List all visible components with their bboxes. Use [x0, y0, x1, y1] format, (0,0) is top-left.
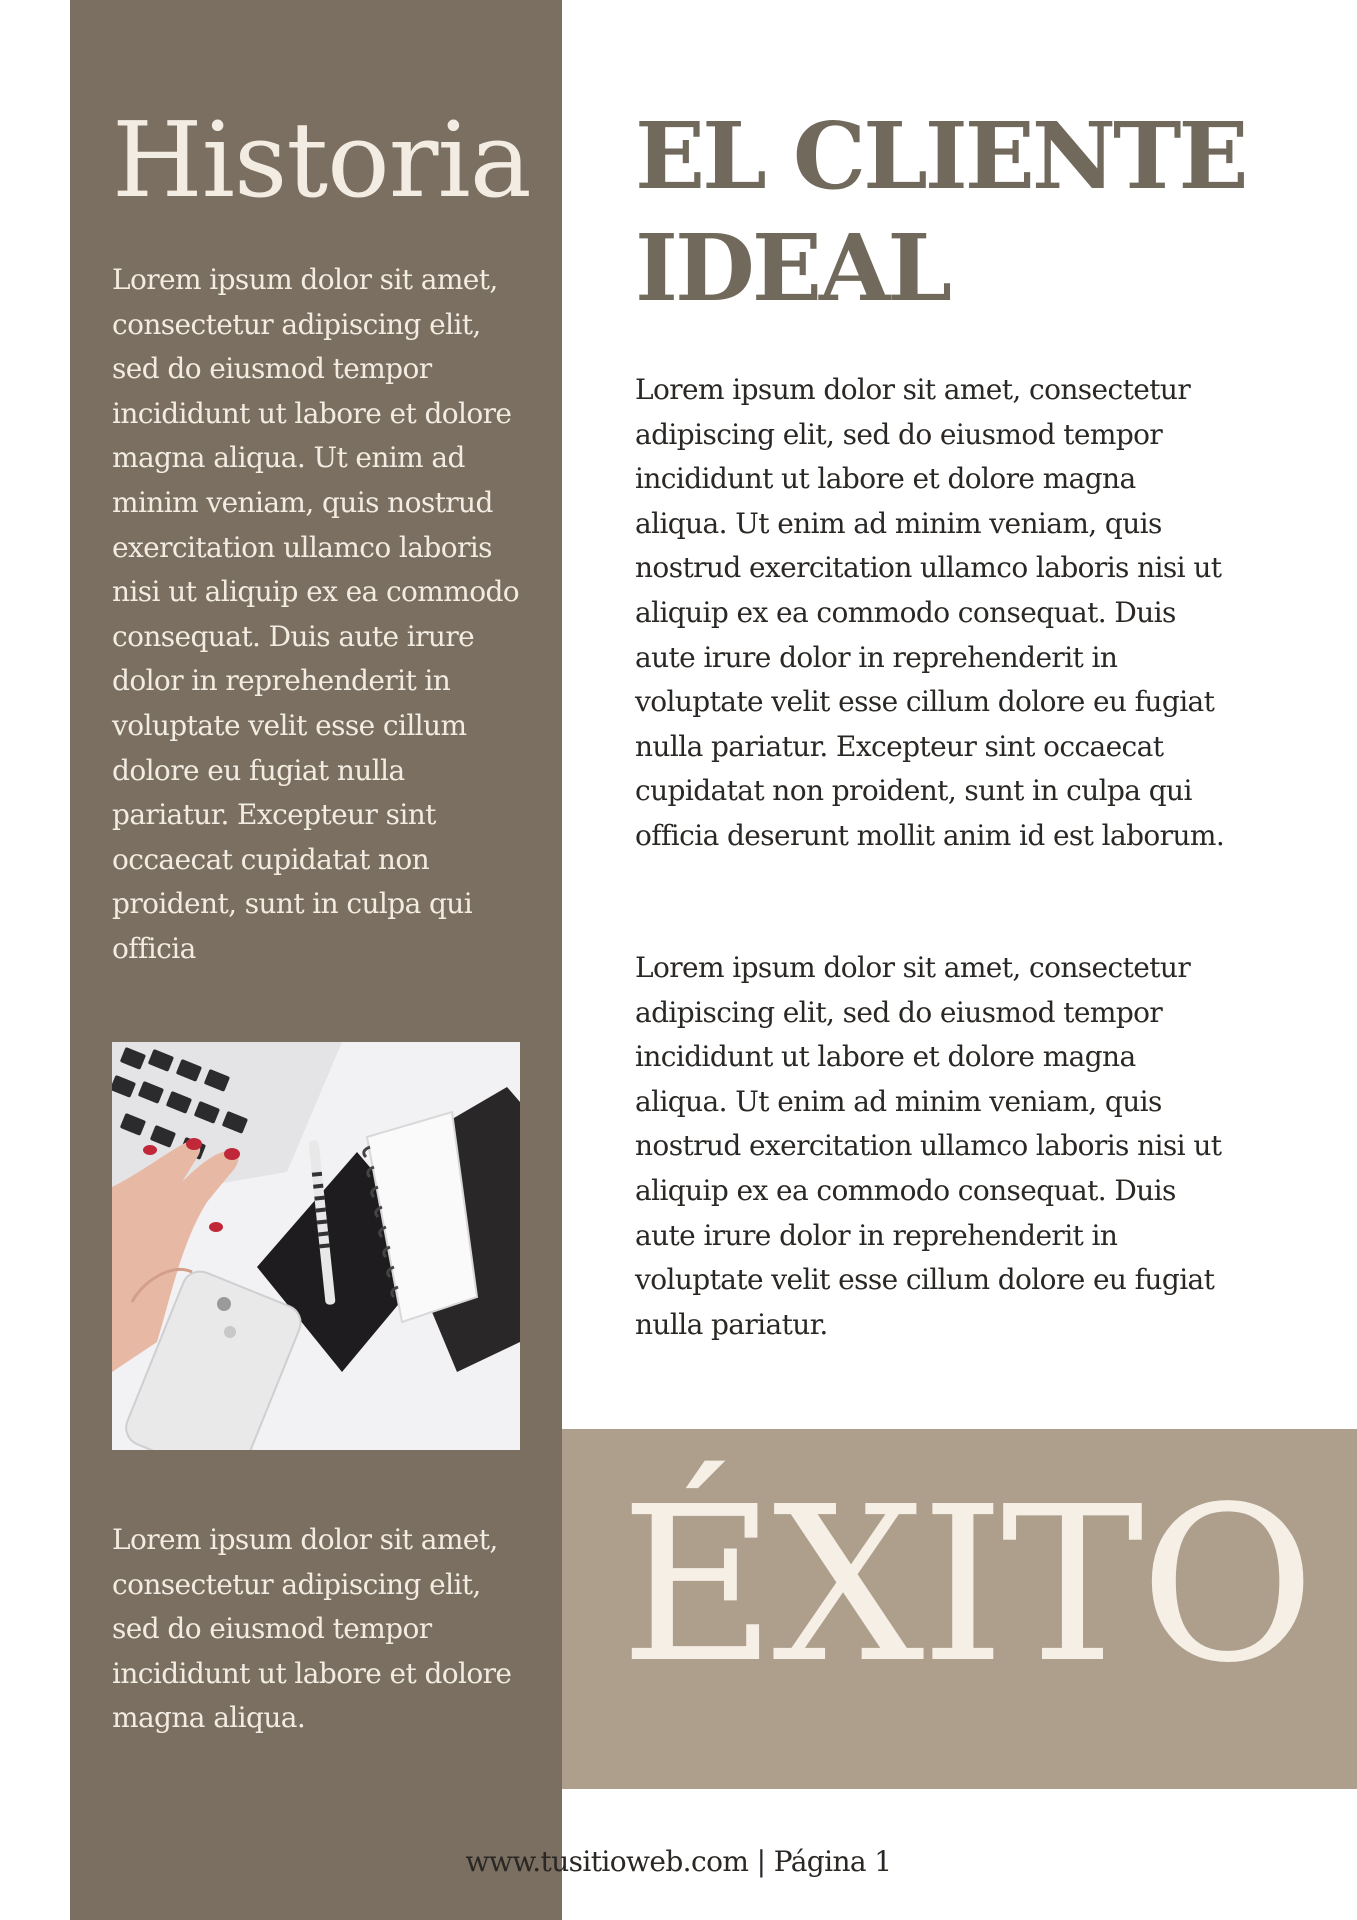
- banner-word: ÉXITO: [620, 1461, 1312, 1710]
- sidebar-paragraph-1: Lorem ipsum dolor sit amet, consectetur adipiscing elit, sed do eiusmod tempor incididunt ut labore et dolore magna aliqua. Ut enim ad minim veniam, quis nostrud exercitation ullamco laboris nisi ut aliquip ex ea commodo consequat. Duis aute irure dolor in reprehenderit in voluptate velit esse cillum dolore eu fugiat nulla pariatur. Excepteur sint occaecat cupidatat non proident, sunt in culpa qui officia: [112, 263, 520, 965]
- sidebar-title: Historia: [112, 99, 531, 221]
- desk-photo-illustration: [112, 1042, 520, 1450]
- sidebar-column: [70, 0, 562, 1920]
- main-paragraph-1: Lorem ipsum dolor sit amet, consectetur adipiscing elit, sed do eiusmod tempor incididunt ut labore et dolore magna aliqua. Ut enim ad minim veniam, quis nostrud exercitation ullamco laboris nisi ut aliquip ex ea commodo consequat. Duis aute irure dolor in reprehenderit in voluptate velit esse cillum dolore eu fugiat nulla pariatur. Excepteur sint occaecat cupidatat non proident, sunt in culpa qui officia deserunt mollit anim id est laborum.: [635, 373, 1225, 852]
- exito-banner: [562, 1429, 1357, 1789]
- sidebar-paragraph-2: Lorem ipsum dolor sit amet, consectetur adipiscing elit, sed do eiusmod tempor incididunt ut labore et dolore magna aliqua.: [112, 1523, 512, 1735]
- desk-photo: [112, 1042, 520, 1450]
- main-title: EL CLIENTE IDEAL: [635, 102, 1246, 322]
- footer-text: www.tusitioweb.com | Página 1: [465, 1845, 892, 1878]
- main-paragraph-2: Lorem ipsum dolor sit amet, consectetur adipiscing elit, sed do eiusmod tempor incididunt ut labore et dolore magna aliqua. Ut enim ad minim veniam, quis nostrud exercitation ullamco laboris nisi ut aliquip ex ea commodo consequat. Duis aute irure dolor in reprehenderit in voluptate velit esse cillum dolore eu fugiat nulla pariatur.: [635, 951, 1222, 1341]
